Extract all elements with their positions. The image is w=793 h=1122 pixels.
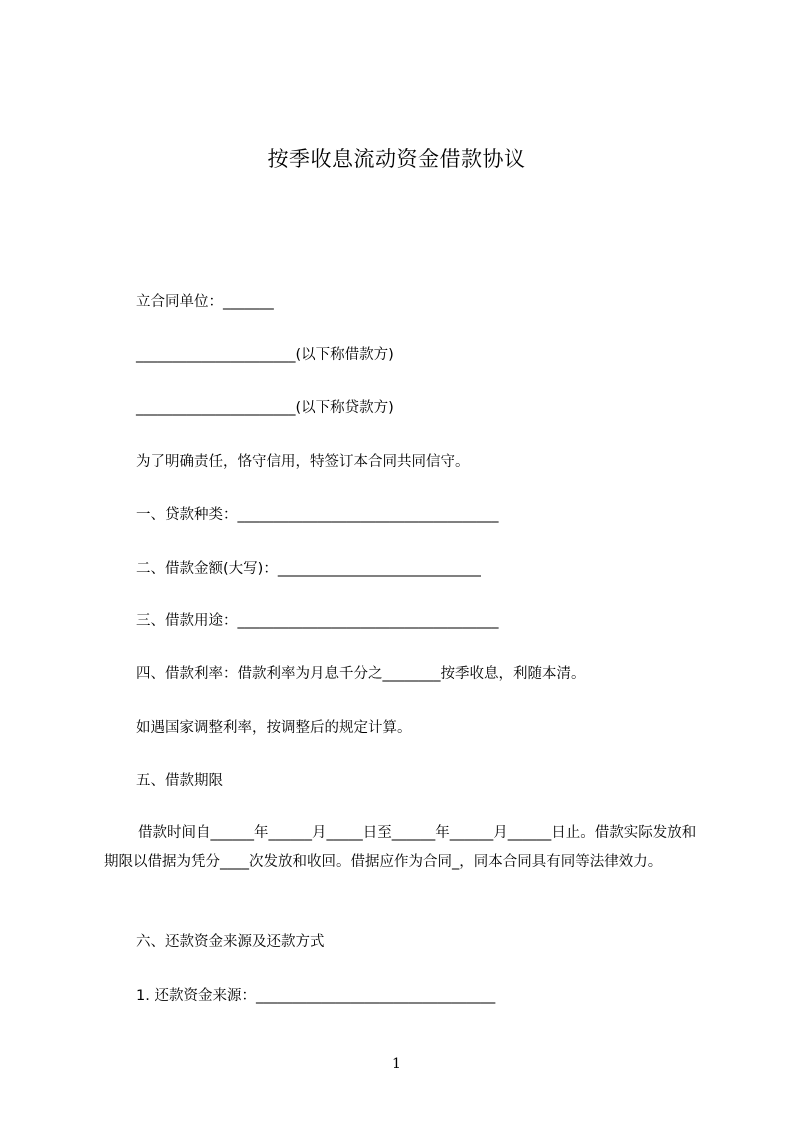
loan-amount-line: 二、借款金额(大写)：____________________________ — [136, 561, 481, 577]
intro-line: 为了明确责任，恪守信用，特签订本合同共同信守。 — [136, 454, 470, 470]
borrower-line: ______________________(以下称借款方) — [136, 347, 394, 363]
term-body-paragraph: 借款时间自______年______月_____日至______年______月______日止。借款实际发放和期限以借据为凭分____次发放和收回。借据应作为合同_，同本合同具有同等法律效力。 — [104, 825, 697, 870]
loan-use-line: 三、借款用途：____________________________________ — [136, 613, 499, 629]
page-number: 1 — [392, 1056, 401, 1072]
lender-line: ______________________(以下称贷款方) — [136, 400, 394, 416]
repayment-heading: 六、还款资金来源及还款方式 — [136, 934, 325, 950]
contract-parties-line: 立合同单位：_______ — [136, 294, 274, 310]
rate-adjust-line: 如遇国家调整利率，按调整后的规定计算。 — [136, 720, 412, 736]
term-heading: 五、借款期限 — [136, 773, 223, 789]
loan-type-line: 一、贷款种类：____________________________________ — [136, 507, 499, 523]
repayment-source-line: 1. 还款资金来源：_________________________________ — [136, 988, 496, 1004]
interest-rate-line: 四、借款利率：借款利率为月息千分之________按季收息，利随本清。 — [136, 666, 586, 682]
document-title: 按季收息流动资金借款协议 — [267, 147, 526, 171]
